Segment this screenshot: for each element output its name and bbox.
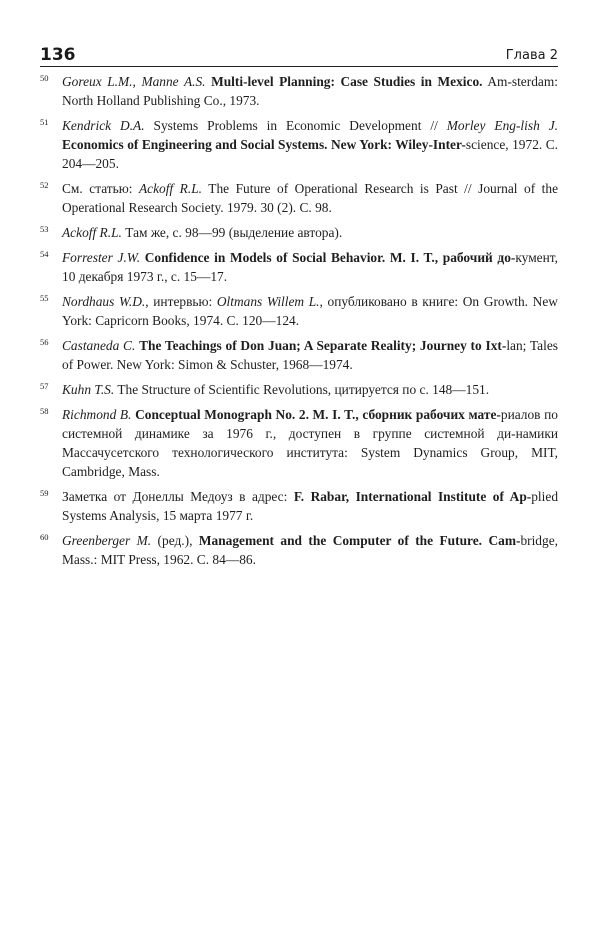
endnote-number: 54 (40, 249, 49, 259)
citation-text: Systems Problems in Economic Development // (144, 118, 447, 133)
endnote (40, 487, 558, 525)
chapter-title: Глава 2 (505, 48, 558, 63)
running-header (40, 44, 558, 67)
endnotes-list (40, 72, 558, 575)
citation-text: Am-sterdam: North Holland Publishing Co., 1973. (62, 74, 558, 108)
endnote (40, 72, 558, 110)
endnote (40, 336, 558, 374)
endnote (40, 292, 558, 330)
citation-text: The Structure of Scientific Revolutions, цитируется по с. 148—151. (114, 382, 490, 397)
endnote (40, 223, 558, 242)
citation-text: , интервью: (145, 294, 217, 309)
endnote-number: 50 (40, 73, 49, 83)
endnote (40, 531, 558, 569)
work-title: Economics of Engineering and Social Systems. New York: Wiley-Inter- (62, 137, 466, 152)
citation-text: plied Systems Analysis, 15 марта 1977 г. (62, 489, 559, 523)
endnote (40, 380, 558, 399)
work-title: Conceptual Monograph No. 2. M. I. T., сборник рабочих мате- (135, 407, 501, 422)
work-title: Confidence in Models of Social Behavior. M. I. T., рабочий до- (144, 250, 516, 265)
endnote-number: 60 (40, 532, 49, 542)
endnote (40, 116, 558, 173)
author-name: Nordhaus W.D. (62, 294, 146, 309)
citation-text: кумент, 10 декабря 1973 г., с. 15—17. (62, 250, 558, 284)
work-title: Multi-level Planning: Case Studies in Mexico. (211, 74, 483, 89)
citation-text: (ред.), (151, 533, 199, 548)
citation-text: риалов по системной динамике за 1976 г., доступен в группе системной ди-намики Массачусетского технологического института: System Dynamics Group, MIT, Cambridge, Mass. (62, 407, 558, 479)
author-name: Manne A.S. (141, 74, 206, 89)
endnote-number: 58 (40, 406, 49, 416)
work-title: F. Rabar, International Institute of Ap- (293, 489, 532, 504)
citation-text: , опубликовано в книге: On Growth. New York: Capricorn Books, 1974. С. 120—124. (62, 294, 558, 328)
citation-text: См. статью: (62, 181, 139, 196)
author-name: Kendrick D.A. (62, 118, 145, 133)
endnote-number: 57 (40, 381, 49, 391)
author-name: Ackoff R.L. (138, 181, 203, 196)
citation-text: Там же, с. 98—99 (выделение автора). (121, 225, 343, 240)
citation-text: bridge, Mass.: MIT Press, 1962. С. 84—86. (62, 533, 558, 567)
author-name: Greenberger M. (62, 533, 152, 548)
endnote-number: 55 (40, 293, 49, 303)
citation-text: , (132, 74, 142, 89)
citation-text: Заметка от Донеллы Медоуз в адрес: (62, 489, 294, 504)
author-name: Goreux L.M. (62, 74, 133, 89)
endnote-number: 52 (40, 180, 49, 190)
endnote-number: 51 (40, 117, 49, 127)
author-name: Forrester J.W. (62, 250, 141, 265)
author-name: Kuhn T.S. (62, 382, 115, 397)
citation-text: science, 1972. С. 204—205. (62, 137, 558, 171)
endnote (40, 405, 558, 481)
citation-text: The Future of Operational Research is Past // Journal of the Operational Research Society. 1979. 30 (2). С. 98. (62, 181, 559, 215)
author-name: Oltmans Willem L. (216, 294, 320, 309)
page-number: 136 (40, 45, 76, 65)
author-name: Morley Eng-lish J. (446, 118, 559, 133)
citation-text: lan; Tales of Power. New York: Simon & Schuster, 1968—1974. (62, 338, 558, 372)
author-name: Castaneda C. (62, 338, 136, 353)
endnote-number: 56 (40, 337, 49, 347)
work-title: Management and the Computer of the Future. Cam- (198, 533, 521, 548)
author-name: Richmond B. (62, 407, 132, 422)
endnote (40, 248, 558, 286)
endnote (40, 179, 558, 217)
endnote-number: 59 (40, 488, 49, 498)
endnote-number: 53 (40, 224, 49, 234)
author-name: Ackoff R.L. (62, 225, 122, 240)
work-title: The Teachings of Don Juan; A Separate Reality; Journey to Ixt- (139, 338, 507, 353)
